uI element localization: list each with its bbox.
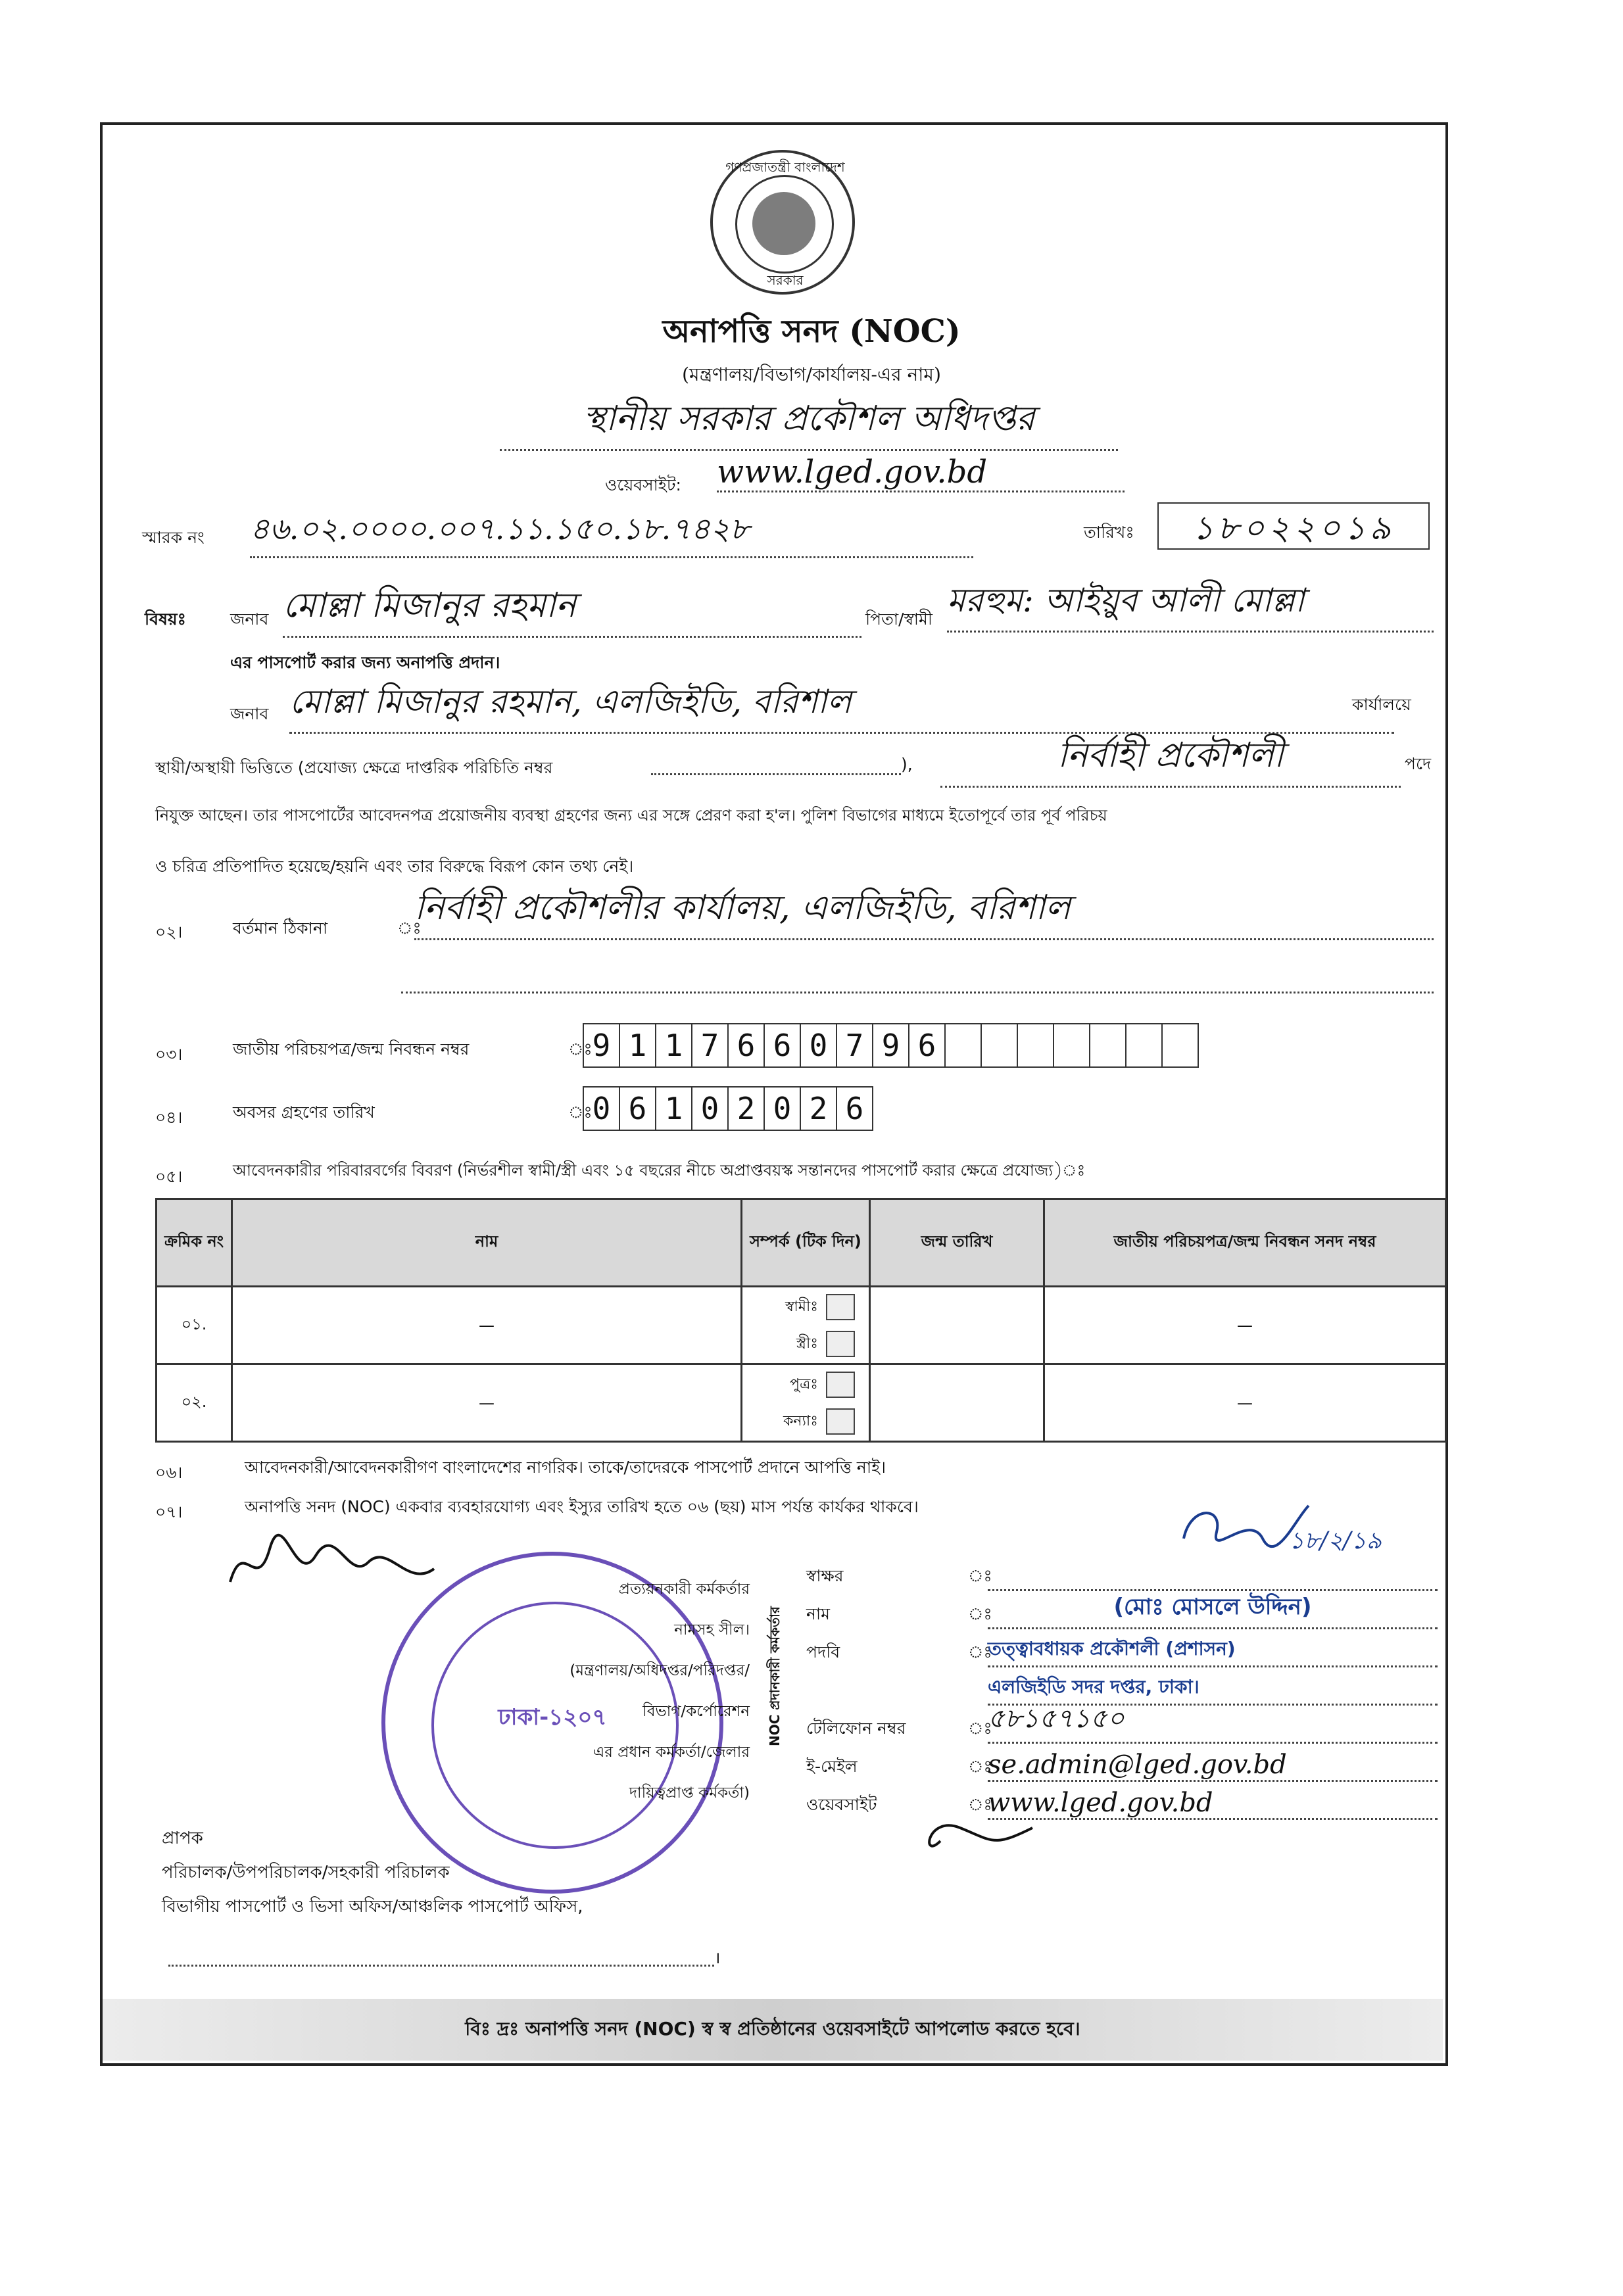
field-label: ওয়েবসাইট bbox=[806, 1795, 877, 1814]
retire-digit: 2 bbox=[729, 1088, 765, 1130]
col-dob: জন্ম তারিখ bbox=[870, 1199, 1044, 1287]
officer-signature bbox=[1171, 1493, 1322, 1571]
field-label: টেলিফোন নম্বর bbox=[806, 1719, 906, 1738]
relation-husband-label: স্বামীঃ bbox=[785, 1298, 818, 1315]
recipient-line: পরিচালক/উপপরিচালক/সহকারী পরিচালক bbox=[162, 1863, 450, 1882]
certifier-line: এর প্রধান কর্মকর্তা/জেলার bbox=[593, 1744, 750, 1761]
father-label: পিতা/স্বামী bbox=[865, 610, 933, 629]
certifier-line: প্রত্যয়নকারী কর্মকর্তার bbox=[618, 1581, 750, 1598]
initial-signature bbox=[914, 1802, 1046, 1867]
subject-line2: এর পাসপোর্ট করার জন্য অনাপত্তি প্রদান। bbox=[230, 653, 500, 672]
retire-digit: 0 bbox=[584, 1088, 620, 1130]
wife-checkbox[interactable] bbox=[826, 1331, 855, 1357]
recipient-end: । bbox=[714, 1948, 721, 1967]
seal-bottom-text: সরকার bbox=[767, 272, 804, 288]
permanent-text: স্থায়ী/অস্থায়ী ভিত্তিতে (প্রযোজ্য ক্ষেত্রে দাপ্তরিক পরিচিতি নম্বর bbox=[155, 758, 553, 777]
item-07-number: ০৭। bbox=[155, 1502, 183, 1521]
row-dob bbox=[870, 1287, 1044, 1364]
husband-checkbox[interactable] bbox=[826, 1294, 855, 1320]
memo-number: ৪৬.০২.০০০০.০০৭.১১.১৫০.১৮.৭৪২৮ bbox=[250, 506, 973, 558]
officer-name: (মোঃ মোসলে উদ্দিন) bbox=[988, 1590, 1438, 1629]
officer-office: এলজিইডি সদর দপ্তর, ঢাকা। bbox=[988, 1673, 1438, 1706]
nid-digit bbox=[946, 1024, 982, 1066]
field-label: নাম bbox=[806, 1604, 831, 1623]
field-name: নাম ঃ (মোঃ মোসলে উদ্দিন) bbox=[806, 1591, 1438, 1629]
father-name: মরহুম: আইয়ুব আলী মোল্লা bbox=[947, 576, 1434, 633]
address-colon: ঃ bbox=[397, 919, 422, 938]
field-label: ই-মেইল bbox=[806, 1757, 858, 1776]
nid-digit: 6 bbox=[909, 1024, 946, 1066]
website-value: www.lged.gov.bd bbox=[717, 454, 1125, 492]
retire-digit: 0 bbox=[765, 1088, 801, 1130]
family-heading: আবেদনকারীর পরিবারবর্গের বিবরণ (নির্ভরশীল স্বামী/স্ত্রী এবং ১৫ বছরের নীচে অপ্রাপ্তবয়স্ক সন্তানদের পাসপোর্ট করার ক্ষেত্রে প্রযোজ্য)ঃ bbox=[233, 1161, 1086, 1180]
family-table-header bbox=[157, 1199, 1446, 1287]
item-04-number: ০৪। bbox=[155, 1108, 183, 1127]
relation-daughter-label: কন্যাঃ bbox=[783, 1412, 818, 1429]
designation: নির্বাহী প্রকৌশলী bbox=[940, 729, 1401, 788]
nid-digit: 9 bbox=[584, 1024, 620, 1066]
nid-digit: 1 bbox=[656, 1024, 692, 1066]
daughter-checkbox[interactable] bbox=[826, 1408, 855, 1435]
officer-phone: ৫৮১৫৭১৫০ bbox=[988, 1698, 1438, 1744]
nid-digit: 7 bbox=[837, 1024, 873, 1066]
family-table bbox=[155, 1198, 1447, 1443]
retire-digit: 0 bbox=[692, 1088, 729, 1130]
document-subtitle: (মন্ত্রণালয়/বিভাগ/কার্যালয়-এর নাম) bbox=[682, 364, 941, 385]
body-para2: ও চরিত্র প্রতিপাদিত হয়েছে/হয়নি এবং তার বিরুদ্ধে বিরূপ কোন তথ্য নেই। bbox=[155, 857, 634, 876]
nid-digit: 6 bbox=[729, 1024, 765, 1066]
table-row bbox=[157, 1287, 1446, 1364]
government-seal bbox=[710, 150, 855, 295]
subject-name: মোল্লা মিজানুর রহমান bbox=[283, 579, 861, 638]
retire-digit: 6 bbox=[620, 1088, 656, 1130]
field-label: পদবি bbox=[806, 1642, 840, 1662]
present-address: নির্বাহী প্রকৌশলীর কার্যালয়, এলজিইডি, বরিশাল bbox=[414, 881, 1434, 940]
certifier-line: নামসহ সীল। bbox=[674, 1621, 750, 1638]
col-relation: সম্পর্ক (টিক দিন) bbox=[742, 1199, 870, 1287]
nid-digit bbox=[1163, 1024, 1198, 1066]
nid-digit bbox=[1090, 1024, 1126, 1066]
date-value: ১৮০২২০১৯ bbox=[1157, 502, 1430, 550]
field-designation: পদবি ঃ তত্ত্বাবধায়ক প্রকৌশলী (প্রশাসন) bbox=[806, 1629, 1438, 1667]
address-line-2 bbox=[401, 992, 1434, 993]
body-mr-label: জনাব bbox=[230, 704, 269, 723]
recipient-label: প্রাপক bbox=[162, 1829, 203, 1848]
nid-digit: 6 bbox=[765, 1024, 801, 1066]
certifier-caption bbox=[500, 1569, 750, 1813]
seal-top-text: গণপ্রজাতন্ত্রী বাংলাদেশ bbox=[725, 159, 845, 175]
footer-note: বিঃ দ্রঃ অনাপত্তি সনদ (NOC) স্ব স্ব প্রতিষ্ঠানের ওয়েবসাইটে আপলোড করতে হবে। bbox=[103, 1999, 1443, 2061]
document-title: অনাপত্তি সনদ (NOC) bbox=[662, 313, 961, 350]
map-emblem-icon bbox=[752, 192, 815, 255]
certifier-line: দায়িত্বপ্রাপ্ত কর্মকর্তা) bbox=[629, 1784, 750, 1802]
left-signature bbox=[217, 1523, 454, 1608]
nid-colon: ঃ bbox=[568, 1040, 593, 1059]
post-suffix: পদে bbox=[1405, 754, 1432, 773]
officer-email: se.admin@lged.gov.bd bbox=[988, 1750, 1438, 1782]
row-relation bbox=[742, 1364, 870, 1442]
nid-digit: 9 bbox=[873, 1024, 909, 1066]
nid-number-boxes bbox=[583, 1023, 1199, 1068]
son-checkbox[interactable] bbox=[826, 1372, 855, 1398]
retire-digit: 1 bbox=[656, 1088, 692, 1130]
officer-website: www.lged.gov.bd bbox=[988, 1788, 1438, 1820]
nid-digit: 1 bbox=[620, 1024, 656, 1066]
recipient-blank bbox=[168, 1965, 714, 1967]
relation-wife-label: স্ত্রীঃ bbox=[796, 1335, 818, 1352]
retirement-colon: ঃ bbox=[568, 1103, 593, 1122]
item-06-number: ০৬। bbox=[155, 1463, 183, 1482]
org-name: স্থানীয় সরকার প্রকৌশল অধিদপ্তর bbox=[500, 392, 1118, 451]
closing-paren: ), bbox=[901, 755, 913, 774]
field-label: স্বাক্ষর bbox=[806, 1566, 844, 1585]
nid-digit bbox=[1126, 1024, 1163, 1066]
person-office: মোল্লা মিজানুর রহমান, এলজিইডি, বরিশাল bbox=[289, 677, 1394, 734]
row-serial: ০১. bbox=[157, 1287, 232, 1364]
item-03-number: ০৩। bbox=[155, 1045, 183, 1064]
signature-date: ১৮/২/১৯ bbox=[1289, 1527, 1382, 1554]
nid-digit bbox=[982, 1024, 1018, 1066]
officer-fields bbox=[806, 1553, 1438, 1820]
row-name: — bbox=[232, 1287, 742, 1364]
nid-digit bbox=[1054, 1024, 1090, 1066]
stamp-text: ঢাকা-১২০৭ bbox=[498, 1704, 607, 1731]
citizenship-statement: আবেদনকারী/আবেদনকারীগণ বাংলাদেশের নাগরিক। তাকে/তাদেরকে পাসপোর্ট প্রদানে আপত্তি নাই। bbox=[245, 1458, 886, 1477]
nid-digit: 0 bbox=[801, 1024, 837, 1066]
website-label: ওয়েবসাইট: bbox=[605, 475, 681, 494]
field-website: ওয়েবসাইট ঃ www.lged.gov.bd bbox=[806, 1782, 1438, 1820]
body-para1: নিযুক্ত আছেন। তার পাসপোর্টের আবেদনপত্র প্রয়োজনীয় ব্যবস্থা গ্রহণের জন্য এর সঙ্গে প্রেরণ করা হ'ল। পুলিশ বিভাগের মাধ্যমে ইতোপূর্বে তার পূর্ব পরিচয় bbox=[155, 806, 1107, 825]
validity-statement: অনাপত্তি সনদ (NOC) একবার ব্যবহারযোগ্য এবং ইস্যুর তারিখ হতে ০৬ (ছয়) মাস পর্যন্ত কার্যকর থাকবে। bbox=[245, 1497, 919, 1516]
row-serial: ০২. bbox=[157, 1364, 232, 1442]
subject-mr-label: জনাব bbox=[230, 610, 269, 629]
row-nid: — bbox=[1044, 1287, 1446, 1364]
retire-digit: 6 bbox=[845, 1091, 864, 1126]
nid-label: জাতীয় পরিচয়পত্র/জন্ম নিবন্ধন নম্বর bbox=[233, 1040, 470, 1059]
certifier-line: (মন্ত্রণালয়/অধিদপ্তর/পরিদপ্তর/ bbox=[569, 1662, 750, 1679]
certifier-line: বিভাগ/কর্পোরেশন bbox=[642, 1703, 750, 1720]
row-name: — bbox=[232, 1364, 742, 1442]
table-row bbox=[157, 1364, 1446, 1442]
officer-designation: তত্ত্বাবধায়ক প্রকৌশলী (প্রশাসন) bbox=[988, 1635, 1438, 1667]
col-name: নাম bbox=[232, 1199, 742, 1287]
vertical-note: NOC প্রদানকারী কর্মকর্তার bbox=[767, 1606, 783, 1747]
nid-digit bbox=[1018, 1024, 1054, 1066]
row-dob bbox=[870, 1364, 1044, 1442]
official-id-field bbox=[651, 773, 901, 775]
office-suffix: কার্যালয়ে bbox=[1352, 695, 1411, 714]
date-label: তারিখঃ bbox=[1084, 523, 1134, 542]
subject-label: বিষয়ঃ bbox=[145, 610, 186, 629]
col-serial: ক্রমিক নং bbox=[157, 1199, 232, 1287]
retirement-date-boxes bbox=[583, 1086, 873, 1131]
retirement-label: অবসর গ্রহণের তারিখ bbox=[233, 1103, 375, 1122]
nid-digit: 7 bbox=[692, 1024, 729, 1066]
item-02-number: ০২। bbox=[155, 922, 183, 942]
recipient-line: বিভাগীয় পাসপোর্ট ও ভিসা অফিস/আঞ্চলিক পাসপোর্ট অফিস, bbox=[162, 1897, 583, 1917]
retire-digit: 2 bbox=[801, 1088, 837, 1130]
row-relation bbox=[742, 1287, 870, 1364]
memo-label: স্মারক নং bbox=[142, 528, 205, 547]
relation-son-label: পুত্রঃ bbox=[790, 1375, 818, 1393]
field-email: ই-মেইল ঃ se.admin@lged.gov.bd bbox=[806, 1744, 1438, 1782]
address-label: বর্তমান ঠিকানা bbox=[233, 919, 328, 938]
col-nid: জাতীয় পরিচয়পত্র/জন্ম নিবন্ধন সনদ নম্বর bbox=[1044, 1199, 1446, 1287]
field-phone: টেলিফোন নম্বর ঃ ৫৮১৫৭১৫০ bbox=[806, 1706, 1438, 1744]
item-05-number: ০৫। bbox=[155, 1167, 183, 1186]
field-signature: স্বাক্ষর ঃ bbox=[806, 1553, 1438, 1591]
recipient-block bbox=[162, 1821, 583, 1924]
row-nid: — bbox=[1044, 1364, 1446, 1442]
